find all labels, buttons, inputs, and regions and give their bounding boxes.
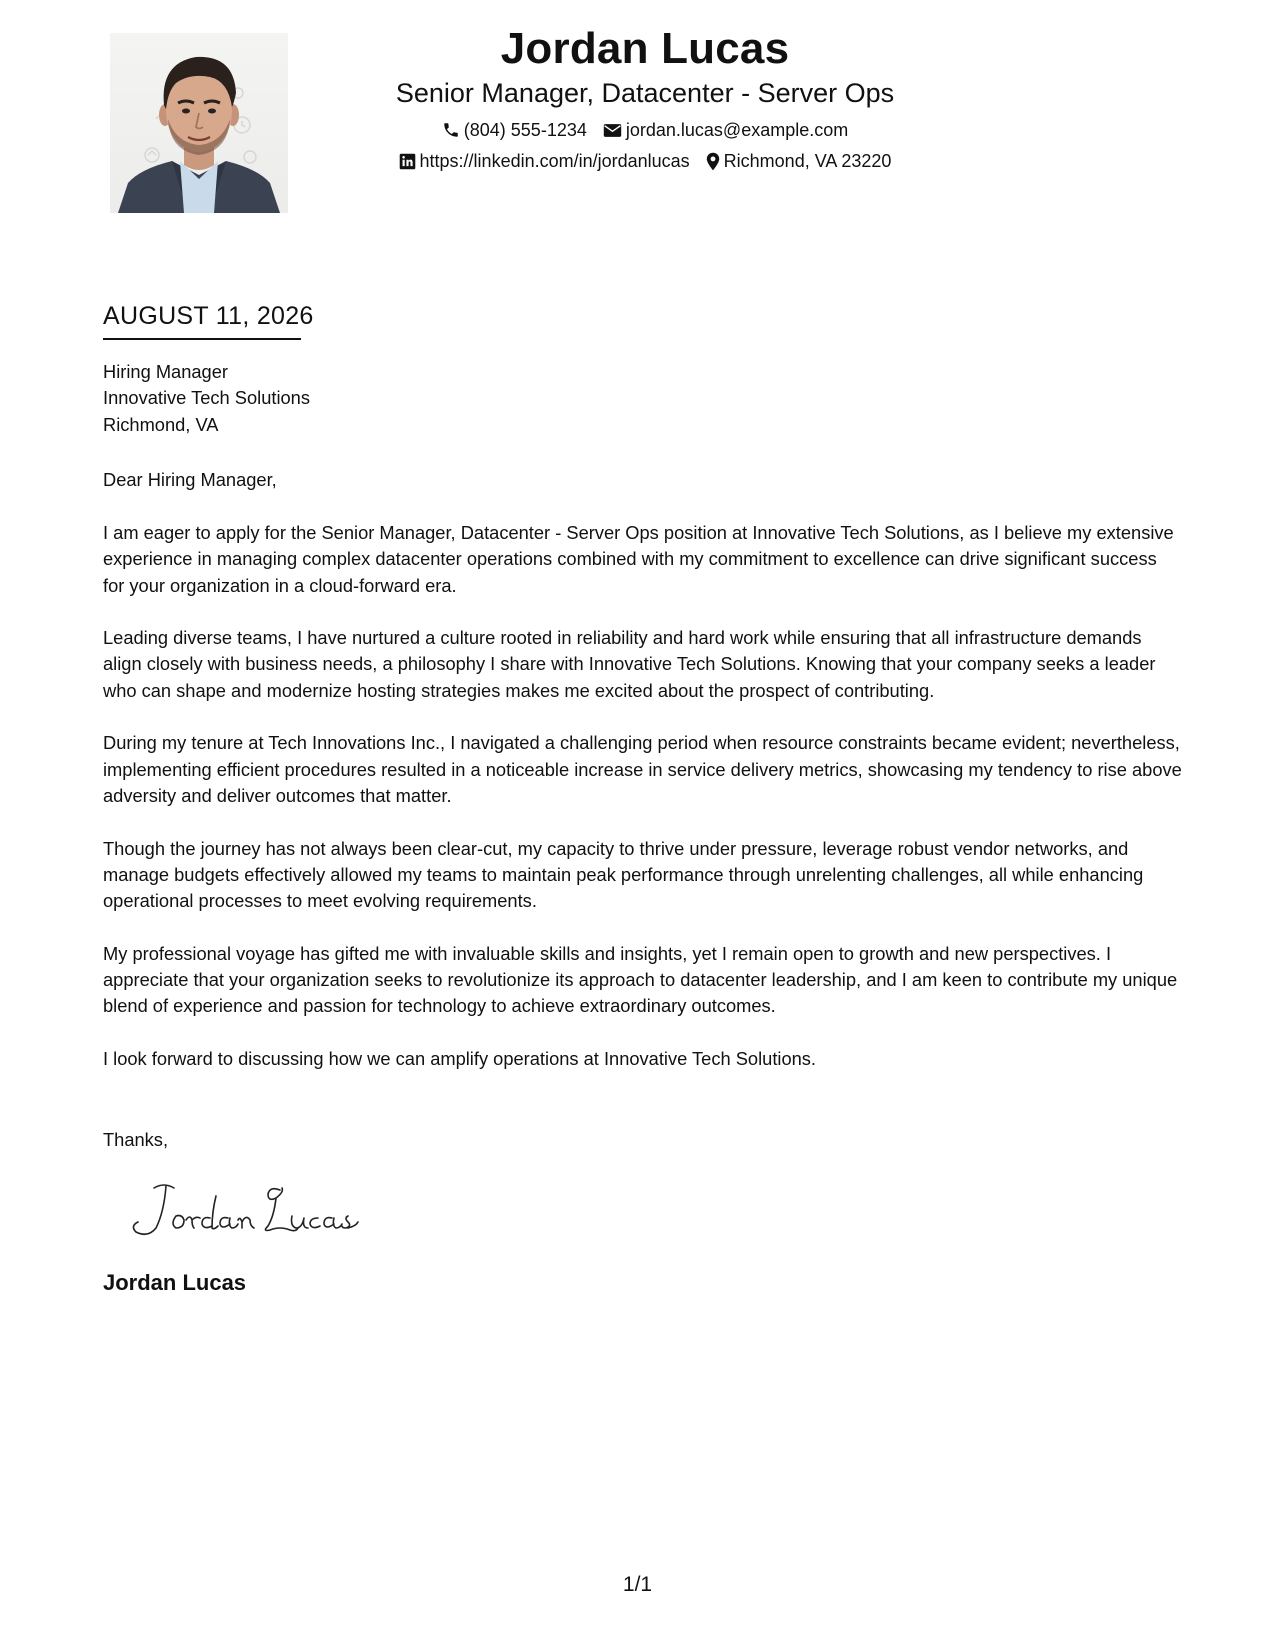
phone-contact[interactable] bbox=[442, 119, 587, 141]
letter-date: AUGUST 11, 2026 bbox=[103, 302, 314, 330]
linkedin-url: https://linkedin.com/in/jordanlucas bbox=[419, 151, 690, 171]
body-paragraph: During my tenure at Tech Innovations Inc., I navigated a challenging period when resource constraints became evident; nevertheless, implementing efficient procedures resulted in a noticeable increase in service delivery metrics, showcasing my tendency to rise above adversity and deliver outcomes that matter. bbox=[103, 732, 1182, 806]
header bbox=[290, 22, 1000, 172]
profile-photo bbox=[110, 33, 288, 213]
phone-number: (804) 555-1234 bbox=[463, 120, 587, 140]
recipient-line: Richmond, VA bbox=[103, 413, 219, 435]
body-paragraph: Leading diverse teams, I have nurtured a culture rooted in reliability and hard work while ensuring that all infrastructure demands align closely with business needs, a philosophy I share with Innovative Tech Solutions. Knowing that your company seeks a leader who can shape and modernize hosting strategies makes me excited about the prospect of contributing. bbox=[103, 627, 1156, 701]
date-underline bbox=[103, 338, 301, 340]
body-paragraph: I am eager to apply for the Senior Manager, Datacenter - Server Ops position at Innovative Tech Solutions, as I believe my extensive experience in managing complex datacenter operations combined with my commitment to excellence can drive significant success for your organization in a cloud-forward era. bbox=[103, 522, 1174, 596]
handwritten-signature bbox=[120, 1176, 360, 1246]
recipient-line: Hiring Manager bbox=[103, 361, 228, 382]
body-paragraph: Though the journey has not always been clear-cut, my capacity to thrive under pressure, leverage robust vendor networks, and manage budgets effectively allowed my teams to maintain peak performance through unrelenting challenges, all while enhancing operational processes to meet evolving requirements. bbox=[103, 837, 1144, 912]
applicant-title: Senior Manager, Datacenter - Server Ops bbox=[395, 78, 895, 108]
closing: Thanks, bbox=[103, 1129, 169, 1150]
signer-name: Jordan Lucas bbox=[103, 1270, 247, 1295]
contact-line-2 bbox=[290, 150, 1000, 172]
body-paragraph: My professional voyage has gifted me with invaluable skills and insights, yet I remain open to growth and new perspectives. I appreciate that your organization seeks to revolutionize its approach to datacenter leadership, and I am keen to contribute my unique blend of experience and passion for technology to achieve extraordinary outcomes. bbox=[103, 942, 1178, 1017]
linkedin-contact[interactable] bbox=[399, 150, 690, 172]
contact-line-1 bbox=[290, 119, 1000, 141]
location-text: Richmond, VA 23220 bbox=[723, 151, 892, 171]
location-contact bbox=[706, 150, 892, 172]
email-contact[interactable] bbox=[603, 119, 848, 141]
map-pin-icon bbox=[706, 152, 720, 171]
phone-icon bbox=[442, 121, 460, 139]
page-number: 1/1 bbox=[622, 1573, 653, 1596]
letter-body bbox=[103, 520, 1183, 1099]
body-paragraph: I look forward to discussing how we can amplify operations at Innovative Tech Solutions. bbox=[103, 1047, 817, 1069]
applicant-name: Jordan Lucas bbox=[500, 24, 790, 73]
envelope-icon bbox=[603, 123, 622, 138]
portrait-illustration bbox=[110, 33, 288, 213]
salutation: Dear Hiring Manager, bbox=[103, 469, 277, 490]
recipient-block bbox=[103, 359, 1183, 438]
email-address: jordan.lucas@example.com bbox=[625, 120, 849, 140]
linkedin-icon bbox=[399, 153, 416, 170]
recipient-line: Innovative Tech Solutions bbox=[103, 387, 310, 409]
